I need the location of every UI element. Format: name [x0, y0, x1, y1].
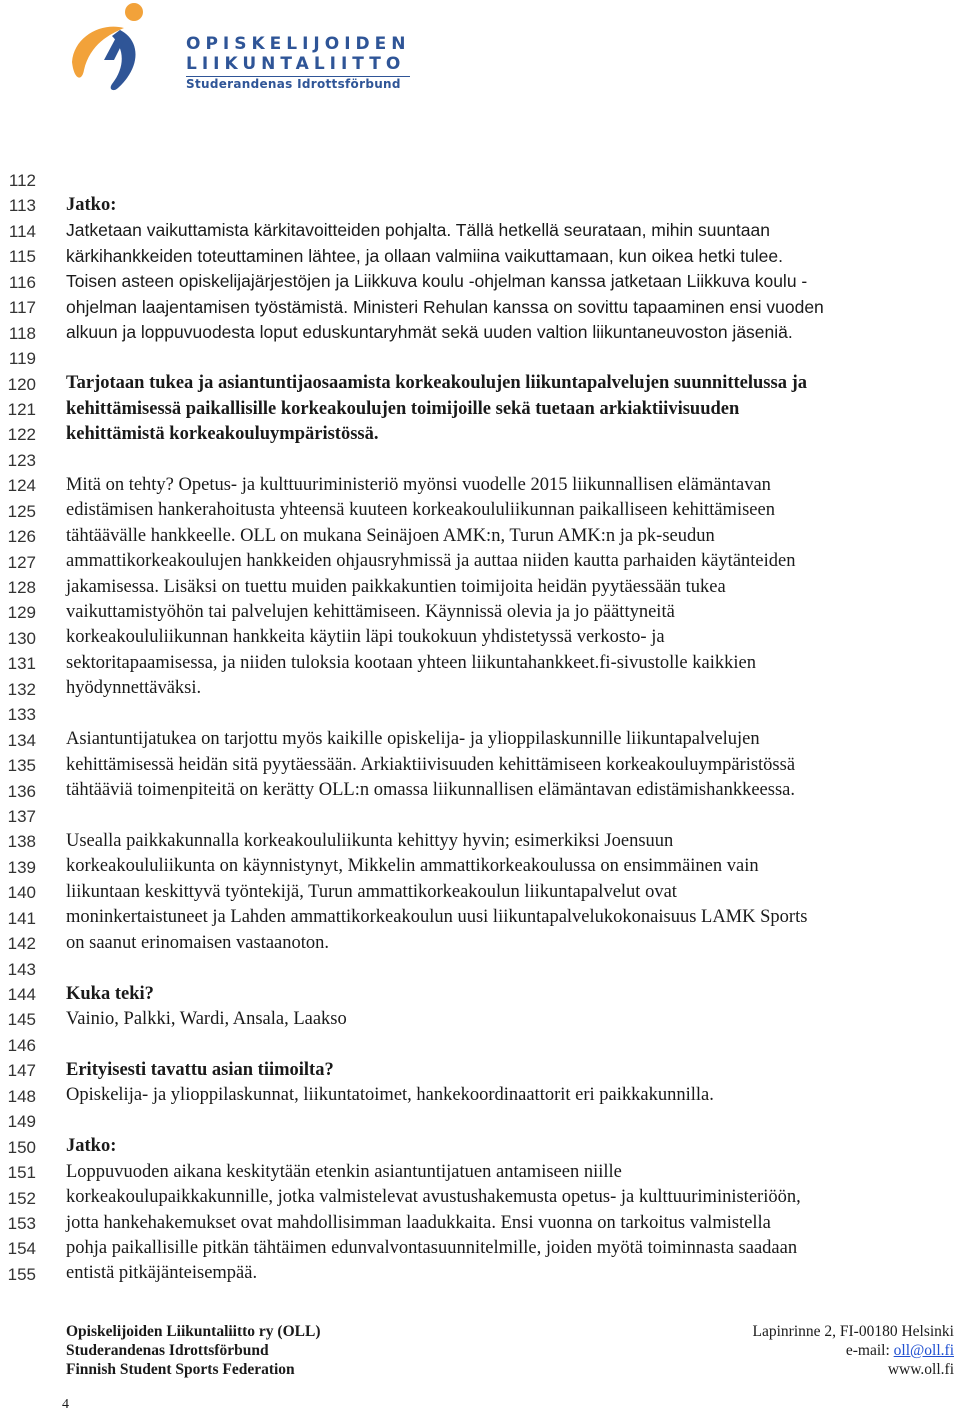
line-number: 128: [7, 578, 36, 597]
text-line: moninkertaistuneet ja Lahden ammattikorkeakoulun uusi liikuntapalvelukokonaisuus LAMK Sports: [66, 907, 808, 928]
line-number: 141: [7, 908, 36, 928]
line-number: 122: [7, 425, 36, 445]
text-line: Toisen asteen opiskelijajärjestöjen ja Liikkuva koulu -ohjelman kanssa jatketaan Liikkuva koulu -: [66, 271, 808, 292]
line-number: 124: [7, 476, 36, 496]
text-line: liikuntaan keskittyvä työntekijä, Turun ammattikorkeakoulun liikuntapalvelut ovat: [66, 881, 677, 902]
footer-org-swedish: Studerandenas Idrottsförbund: [66, 1342, 269, 1359]
footer-email-link[interactable]: oll@oll.fi: [893, 1342, 954, 1359]
blank-line: [66, 702, 958, 727]
logo-divider: [186, 76, 410, 77]
footer-organization: [66, 1322, 321, 1379]
text-line: alkuun ja loppuvuodesta loput eduskuntaryhmät sekä uuden valtion liikuntaneuvoston jäseniä.: [66, 322, 793, 343]
section-heading-line: Jatko:: [66, 1136, 117, 1157]
blank-line: [66, 1032, 958, 1057]
logo-line-2: LIIKUNTALIITTO: [186, 54, 406, 74]
page-number: 4: [62, 1397, 69, 1412]
blank-line: [66, 956, 958, 981]
section-heading-line: Erityisesti tavattu asian tiimoilta?: [66, 1059, 334, 1080]
footer-address: Lapinrinne 2, FI-00180 Helsinki: [752, 1323, 954, 1340]
line-number: 132: [7, 679, 36, 699]
text-line: Mitä on tehty? Opetus- ja kulttuuriministeriö myönsi vuodelle 2015 liikunnallisen elämäntavan: [66, 474, 771, 495]
document-body: [66, 193, 958, 1287]
text-line: Jatketaan vaikuttamista kärkitavoitteiden pohjalta. Tällä hetkellä seurataan, mihin suuntaan: [66, 220, 770, 241]
logo-line-1: OPISKELIJOIDEN: [186, 34, 411, 54]
line-number: 126: [7, 527, 36, 547]
footer-website[interactable]: www.oll.fi: [887, 1361, 954, 1378]
line-number: 118: [8, 323, 36, 343]
line-number: 120: [7, 374, 36, 394]
line-number: 116: [8, 272, 36, 292]
text-line: korkeakoululiikunta on käynnistynyt, Mikkelin ammattikorkeakoulussa on ensimmäinen vain: [66, 856, 759, 877]
text-line: vaikuttamistyöhön tai palvelujen kehittämiseen. Käynnissä olevia ja jo päättyneitä: [66, 602, 675, 622]
line-number-gutter: [0, 168, 36, 1287]
line-number: 155: [7, 1264, 36, 1284]
line-number: 148: [7, 1086, 36, 1106]
section-heading-line: Kuka teki?: [66, 983, 154, 1004]
line-number: 154: [7, 1239, 36, 1259]
blank-line: [66, 447, 958, 472]
text-line: Vainio, Palkki, Wardi, Ansala, Laakso: [66, 1009, 347, 1029]
text-line: ammattikorkeakoulujen hankkeiden ohjausryhmissä ja auttaa niiden kautta parhaiden käytänteiden: [66, 551, 796, 572]
text-line: jakamisessa. Lisäksi on tuettu muiden paikkakuntien toimijoita heidän pyytäessään tukea: [66, 576, 726, 597]
text-line: tähtääviä toimenpiteitä on kerätty OLL:n omassa liikunnallisen elämäntavan edistämishankkeessa.: [66, 780, 795, 801]
line-number: 134: [7, 730, 36, 750]
logo-head: [125, 3, 143, 21]
blank-line: [66, 346, 958, 371]
runner-logo-mark: [62, 0, 192, 100]
text-line: hyödynnettäväksi.: [66, 678, 202, 699]
text-line: Loppuvuoden aikana keskitytään etenkin asiantuntijatuen antamiseen niille: [66, 1161, 622, 1182]
line-number: 151: [7, 1163, 36, 1183]
text-line: entistä pitkäjänteisempää.: [66, 1263, 258, 1284]
text-line: sektoritapaamisessa, ja niiden tuloksia kootaan yhteen liikuntahankkeet.fi-sivustolle kaikkien: [66, 652, 756, 673]
footer-org-name: Opiskelijoiden Liikuntaliitto ry (OLL): [66, 1323, 321, 1340]
line-number: 144: [7, 985, 36, 1004]
logo-wordmark: [186, 34, 410, 92]
logo-line-3: Studerandenas Idrottsförbund: [186, 77, 401, 91]
text-line: korkeakoulupaikkakunnille, jotka valmistelevat avustushakemusta opetus- ja kulttuuriministeriöön,: [66, 1187, 801, 1208]
line-number: 131: [7, 654, 36, 674]
line-number: 147: [7, 1061, 36, 1081]
text-line: edistämisen hankerahoitusta yhteensä kuuteen korkeakoululiikunnan paikalliseen kehittämiseen: [66, 500, 775, 521]
line-number: 143: [7, 959, 36, 979]
footer-contact: [753, 1322, 954, 1379]
line-number: 130: [7, 628, 36, 648]
line-number: 125: [7, 501, 36, 521]
line-number: 137: [7, 806, 36, 826]
line-number: 129: [7, 603, 36, 623]
section-heading-line: Tarjotaan tukea ja asiantuntijaosaamista korkeakoulujen liikuntapalvelujen suunnittelussa ja: [66, 373, 807, 394]
text-line: korkeakoululiikunnan hankkeita käytiin läpi toukokuun yhdistetyssä verkosto- ja: [66, 627, 665, 648]
text-line: tähtäävälle hankkeelle. OLL on mukana Seinäjoen AMK:n, Turun AMK:n ja pk-seudun: [66, 525, 715, 546]
line-number: 115: [8, 247, 36, 267]
text-line: kehittämisessä heidän sitä pyytäessään. Arkiaktiivisuuden kehittämiseen korkeakouluympäristössä: [66, 754, 796, 775]
line-number: 117: [8, 298, 36, 318]
text-line: pohja paikallisille pitkän tähtäimen edunvalvontasuunnitelmille, joiden myötä toiminnasta saadaan: [66, 1237, 798, 1258]
line-number: 135: [7, 756, 36, 776]
oll-logo: [62, 0, 411, 100]
line-number: 119: [8, 349, 36, 369]
line-number: 113: [8, 196, 36, 216]
line-number: 150: [7, 1137, 36, 1157]
line-number: 142: [7, 934, 36, 954]
line-number: 149: [7, 1112, 36, 1132]
section-heading-line: kehittämisessä paikallisille korkeakoulujen toimijoille sekä tuetaan arkiaktiivisuuden: [66, 398, 740, 419]
text-line: Asiantuntijatukea on tarjottu myös kaikille opiskelija- ja ylioppilaskunnille liikuntapalvelujen: [66, 729, 760, 750]
line-number: 139: [7, 857, 36, 877]
line-number: 121: [7, 399, 36, 419]
section-heading-line: Jatko:: [66, 195, 117, 215]
blank-line: [66, 804, 958, 829]
text-line: on saanut erinomaisen vastaanoton.: [66, 932, 330, 953]
blank-line: [66, 1109, 958, 1134]
text-line: Usealla paikkakunnalla korkeakoululiikunta kehittyy hyvin; esimerkiksi Joensuun: [66, 830, 674, 851]
footer-org-english: Finnish Student Sports Federation: [66, 1361, 295, 1378]
line-number: 136: [7, 781, 36, 801]
text-line: jotta hankehakemukset ovat mahdollisimman laadukkaita. Ensi vuonna on tarkoitus valmistella: [66, 1212, 771, 1233]
footer-email-row: [753, 1341, 954, 1360]
line-number: 112: [8, 171, 36, 190]
line-number: 114: [8, 221, 36, 241]
text-line: ohjelman laajentamisen työstämistä. Ministeri Rehulan kanssa on sovittu tapaaminen ensi vuoden: [66, 296, 824, 317]
text-line: Opiskelija- ja ylioppilaskunnat, liikuntatoimet, hankekoordinaattorit eri paikkakunnilla.: [66, 1085, 714, 1106]
line-number: 145: [7, 1010, 36, 1030]
footer-email-label: e-mail:: [845, 1342, 890, 1359]
line-number: 138: [7, 832, 36, 852]
line-number: 127: [7, 552, 36, 572]
section-heading-line: kehittämistä korkeakouluympäristössä.: [66, 423, 379, 444]
line-number: 123: [7, 450, 36, 470]
line-number: 140: [7, 883, 36, 903]
text-line: kärkihankkeiden toteuttaminen lähtee, ja ollaan valmiina vaikuttamaan, kun oikea hetki tulee.: [66, 245, 783, 266]
line-number: 153: [7, 1213, 36, 1233]
line-number: 146: [7, 1035, 36, 1055]
line-number: 133: [7, 705, 36, 725]
line-number: 152: [7, 1188, 36, 1208]
